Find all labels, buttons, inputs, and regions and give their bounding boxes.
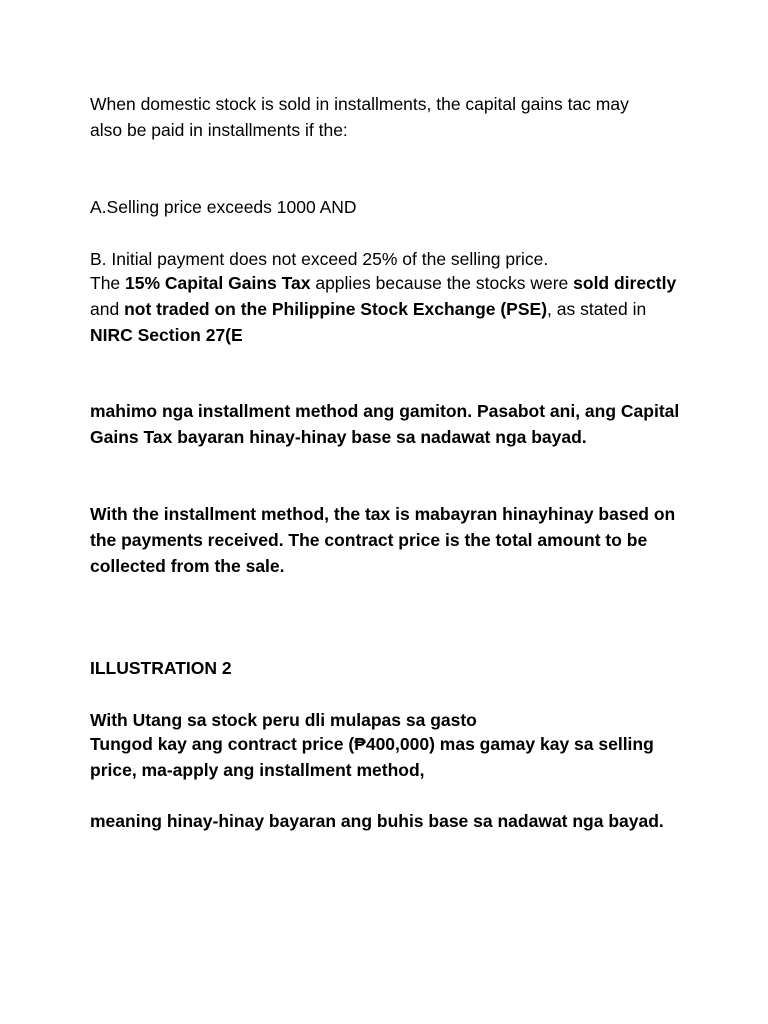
illustration-subheading: With Utang sa stock peru dli mulapas sa gasto — [90, 710, 477, 730]
meaning-note: meaning hinay-hinay bayaran ang buhis base sa nadawat nga bayad. — [90, 811, 664, 831]
cebuano-note: mahimo nga installment method ang gamiton. Pasabot ani, ang Capital Gains Tax bayaran hinay-hinay base sa nadawat nga bayad. — [90, 401, 680, 447]
pse-term: not traded on the Philippine Stock Exchange (PSE) — [124, 299, 548, 319]
sold-directly-term: sold directly — [573, 273, 677, 293]
explanation-text: The — [90, 273, 126, 293]
intro-paragraph: When domestic stock is sold in installments, the capital gains tac may also be paid in installments if the: — [90, 94, 629, 140]
contract-price-note: Tungod kay ang contract price (₱400,000) mas gamay kay sa selling price, ma-apply ang installment method, — [90, 734, 654, 780]
explanation-text: and — [90, 299, 125, 319]
explanation-paragraph — [90, 270, 690, 348]
condition-a: A.Selling price exceeds 1000 AND — [90, 197, 357, 217]
condition-b: B. Initial payment does not exceed 25% of the selling price. — [90, 249, 549, 269]
explanation-text: applies because the stocks were — [310, 273, 574, 293]
english-note: With the installment method, the tax is mabayran hinayhinay based on the payments received. The contract price is the total amount to be collected from the sale. — [90, 504, 676, 576]
nirc-section-term: NIRC Section 27(E — [90, 325, 243, 345]
explanation-text: , as stated in — [547, 299, 647, 319]
illustration-heading: ILLUSTRATION 2 — [90, 658, 232, 678]
capital-gains-tax-term: 15% Capital Gains Tax — [125, 273, 311, 293]
